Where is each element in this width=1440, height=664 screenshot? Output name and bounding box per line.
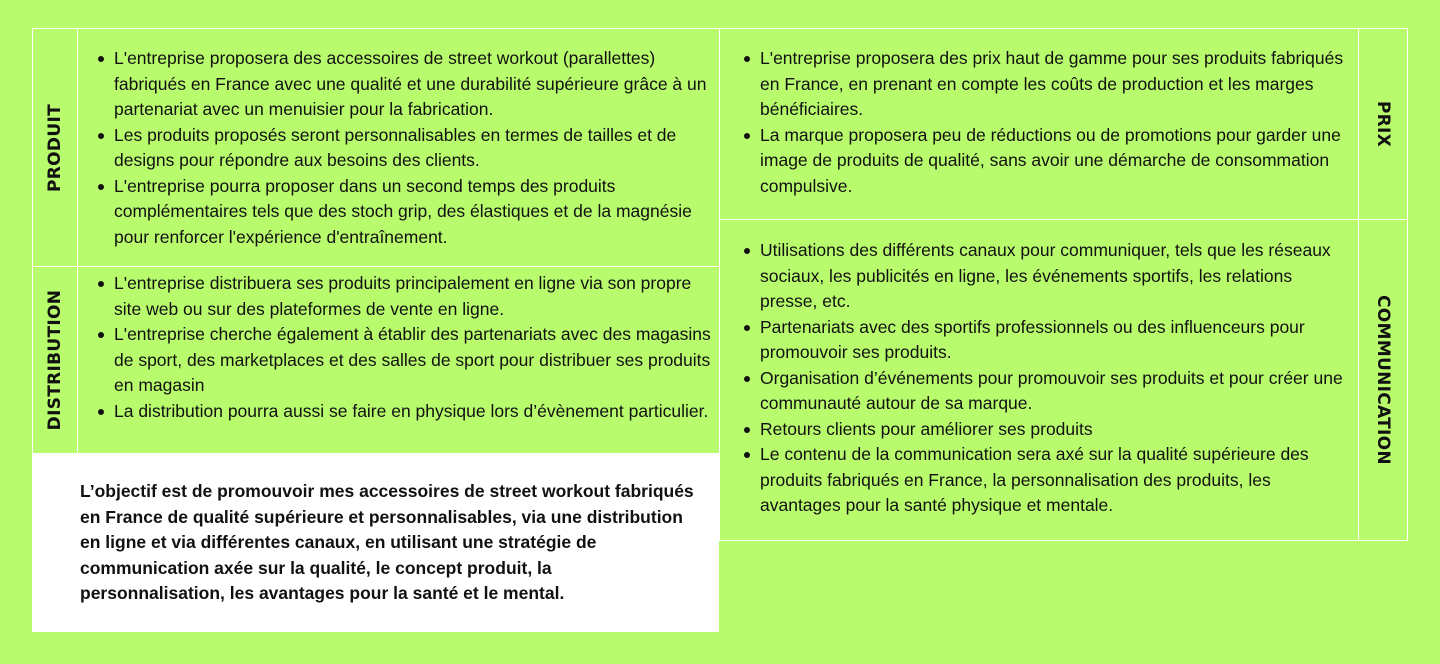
- produit-section: [77, 28, 720, 267]
- prix-section: [719, 28, 1359, 220]
- list-item: Les produits proposés seront personnalisables en termes de tailles et de designs pour répondre aux besoins des clients.: [92, 123, 720, 174]
- distribution-section: [77, 266, 720, 454]
- prix-label-cell: [1358, 28, 1408, 220]
- list-item: Partenariats avec des sportifs professionnels ou des influenceurs pour promouvoir ses produits.: [738, 315, 1350, 366]
- list-item: Retours clients pour améliorer ses produits: [738, 417, 1350, 443]
- summary-box: [32, 453, 719, 632]
- communication-list: [738, 238, 1350, 519]
- list-item: L'entreprise proposera des accessoires de street workout (parallettes) fabriqués en France avec une qualité et une durabilité supérieure grâce à un partenariat avec un menuisier pour la fabrication.: [92, 46, 720, 123]
- produit-list: [92, 46, 720, 250]
- list-item: L'entreprise cherche également à établir des partenariats avec des magasins de sport, des marketplaces et des salles de sport pour distribuer ses produits en magasin: [92, 322, 718, 399]
- summary-text: L’objectif est de promouvoir mes accessoires de street workout fabriqués en France de qualité supérieure et personnalisables, via une distribution en ligne et via différentes canaux, en utilisant une stratégie de communication axée sur la qualité, le concept produit, la personnalisation, les avantages pour la santé et le mental.: [80, 481, 694, 603]
- distribution-label: DISTRIBUTION: [45, 289, 65, 431]
- prix-list: [738, 46, 1350, 199]
- list-item: Utilisations des différents canaux pour communiquer, tels que les réseaux sociaux, les publicités en ligne, les événements sportifs, les relations presse, etc.: [738, 238, 1350, 315]
- distribution-label-cell: [32, 266, 78, 454]
- list-item: Le contenu de la communication sera axé sur la qualité supérieure des produits fabriqués en France, la personnalisation des produits, les avantages pour la santé physique et mentale.: [738, 442, 1350, 519]
- list-item: La distribution pourra aussi se faire en physique lors d’évènement particulier.: [92, 399, 718, 425]
- list-item: La marque proposera peu de réductions ou de promotions pour garder une image de produits de qualité, sans avoir une démarche de consommation compulsive.: [738, 123, 1350, 200]
- list-item: L'entreprise proposera des prix haut de gamme pour ses produits fabriqués en France, en prenant en compte les coûts de production et les marges bénéficiaires.: [738, 46, 1350, 123]
- produit-label-cell: [32, 28, 78, 267]
- list-item: L'entreprise distribuera ses produits principalement en ligne via son propre site web ou sur des plateformes de vente en ligne.: [92, 271, 718, 322]
- produit-label: PRODUIT: [45, 103, 65, 192]
- prix-label: PRIX: [1373, 100, 1393, 148]
- distribution-list: [92, 271, 718, 424]
- communication-section: [719, 219, 1359, 541]
- communication-label: COMMUNICATION: [1373, 295, 1393, 465]
- list-item: L'entreprise pourra proposer dans un second temps des produits complémentaires tels que des stoch grip, des élastiques et de la magnésie pour renforcer l'expérience d'entraînement.: [92, 174, 720, 251]
- list-item: Organisation d’événements pour promouvoir ses produits et pour créer une communauté autour de sa marque.: [738, 366, 1350, 417]
- communication-label-cell: [1358, 219, 1408, 541]
